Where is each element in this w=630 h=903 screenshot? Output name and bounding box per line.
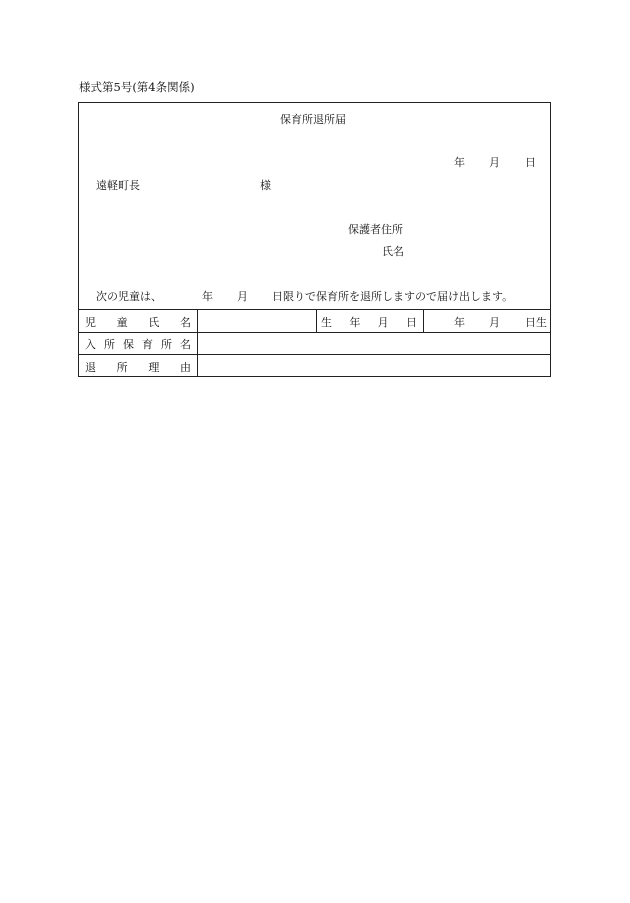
birth-year-label: 年	[454, 316, 465, 329]
date-day-label: 日	[525, 156, 536, 169]
statement-year: 年	[202, 290, 213, 303]
table-row-divider	[79, 354, 550, 355]
guardian-address-label: 保護者住所	[348, 223, 403, 236]
withdrawal-reason-label: 退 所 理 由	[85, 361, 191, 374]
birth-month-label: 月	[489, 316, 500, 329]
date-month-label: 月	[489, 156, 500, 169]
statement-prefix: 次の児童は、	[96, 290, 162, 303]
table-label-divider	[197, 309, 198, 377]
statement-month: 月	[237, 290, 248, 303]
honorific: 様	[260, 179, 271, 192]
table-top-border	[79, 309, 550, 310]
table-row-divider	[79, 332, 550, 333]
guardian-name-label: 氏名	[382, 245, 404, 258]
form-title: 保育所退所届	[280, 113, 346, 126]
birth-date-label: 生 年 月 日	[321, 316, 417, 329]
table-column-divider	[316, 309, 317, 332]
date-year-label: 年	[454, 156, 465, 169]
form-number: 様式第5号(第4条関係)	[79, 80, 195, 94]
form-frame	[78, 102, 551, 377]
birth-day-label: 日生	[525, 316, 547, 329]
statement-suffix: 日限りで保育所を退所しますので届け出します。	[272, 290, 514, 303]
child-name-label: 児 童 氏 名	[85, 316, 191, 329]
table-column-divider	[423, 309, 424, 332]
addressee: 遠軽町長	[96, 179, 140, 192]
nursery-name-label: 入 所 保 育 所 名	[85, 338, 191, 351]
